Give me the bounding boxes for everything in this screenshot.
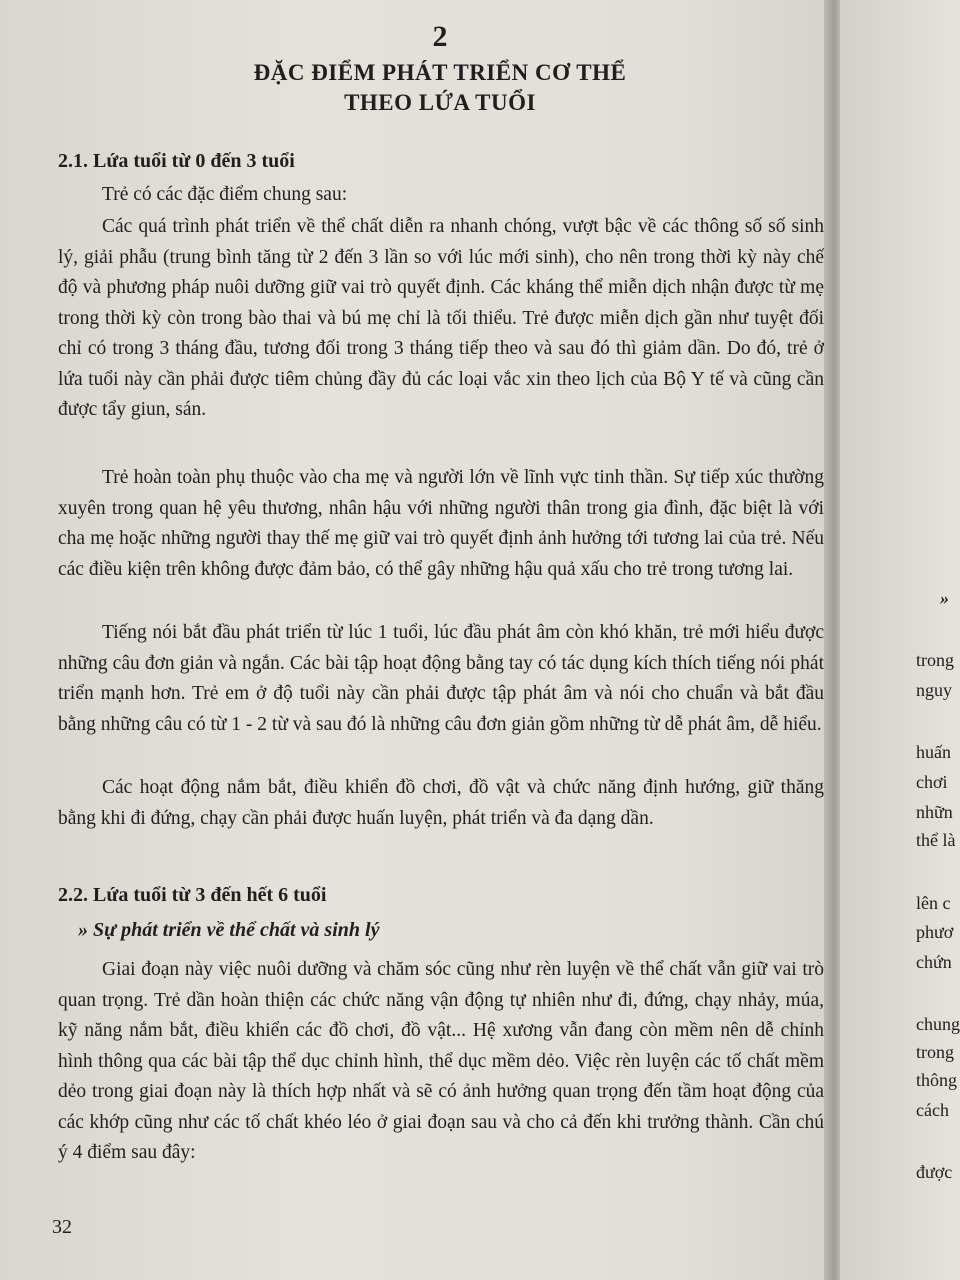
facing-page-fragment: phươ: [916, 922, 954, 942]
paragraph-motor-activities: [58, 773, 824, 834]
section-heading-2-1: 2.1. Lứa tuổi từ 0 đến 3 tuổi: [58, 150, 295, 172]
facing-page-fragment: nguy: [916, 680, 952, 700]
facing-page-edge: [840, 0, 960, 1280]
facing-page-fragment: trong: [916, 1042, 954, 1062]
facing-page-fragment: cách: [916, 1100, 949, 1120]
page-number: 32: [52, 1216, 72, 1238]
paragraph-text: Tiếng nói bắt đầu phát triển từ lúc 1 tuổi, lúc đầu phát âm còn khó khăn, trẻ mới hiểu được những câu đơn giản và ngắn. Các bài tập hoạt động bằng tay có tác dụng kích thích tiếng nói phát triển mạnh hơn. Trẻ em ở độ tuổi này cần phải được tập phát âm và nói cho chuẩn và bắt đầu bằng những câu có từ 1 - 2 từ và sau đó là những câu đơn giản gồm những từ dễ phát âm, dễ hiểu.: [58, 622, 824, 735]
paragraph-physical-physiological: [58, 955, 824, 1169]
paragraph-text: Trẻ hoàn toàn phụ thuộc vào cha mẹ và người lớn về lĩnh vực tinh thần. Sự tiếp xúc thường xuyên trong quan hệ yêu thương, nhân hậu với những người thân trong gia đình, đặc biệt là với cha mẹ hoặc những người thay thế mẹ giữ vai trò quyết định ảnh hưởng tới tương lai của trẻ. Nếu các điều kiện trên không được đảm bảo, có thể gây những hậu quả xấu cho trẻ trong tương lai.: [58, 467, 824, 580]
subsection-heading: » Sự phát triển về thể chất và sinh lý: [78, 919, 380, 941]
facing-page-arrow: »: [940, 588, 949, 608]
facing-page-fragment: nhữn: [916, 802, 953, 822]
paragraph-physical-development: [58, 212, 824, 426]
facing-page-fragment: lên c: [916, 893, 951, 913]
paragraph-text: Giai đoạn này việc nuôi dưỡng và chăm sóc cũng như rèn luyện về thể chất vẫn giữ vai trò quan trọng. Trẻ dần hoàn thiện các chức năng vận động tự nhiên như đi, đứng, chạy nhảy, múa, kỹ năng nắm bắt, điều khiển các đồ chơi, đồ vật... Hệ xương vẫn đang còn mềm nên dễ chỉnh hình thông qua các bài tập thể dục chỉnh hình, thể dục mềm dẻo. Việc rèn luyện các tố chất mềm dẻo trong giai đoạn này là thích hợp nhất và sẽ có ảnh hưởng quan trọng đến tầm hoạt động của các khớp cũng như các tố chất khéo léo ở giai đoạn sau và cho cả đến khi trưởng thành. Cần chú ý 4 điểm sau đây:: [58, 959, 824, 1163]
facing-page-fragment: chung: [916, 1014, 960, 1034]
paragraph-text: Các hoạt động nắm bắt, điều khiển đồ chơi, đồ vật và chức năng định hướng, giữ thăng bằng khi đi đứng, chạy cần phải được huấn luyện, phát triển và đa dạng dần.: [58, 777, 824, 829]
facing-page-fragment: thông: [916, 1070, 958, 1090]
facing-page-fragment: được: [916, 1162, 953, 1182]
chapter-title: [0, 58, 828, 118]
facing-page-fragment: huấn: [916, 742, 951, 762]
section-heading-2-2: 2.2. Lứa tuổi từ 3 đến hết 6 tuổi: [58, 884, 327, 906]
facing-page-fragment: chơi: [916, 772, 948, 792]
section-intro-text: Trẻ có các đặc điểm chung sau:: [102, 184, 348, 205]
chapter-number: 2: [432, 20, 448, 53]
paragraph-mental-dependence: [58, 463, 824, 585]
facing-page-fragment: trong: [916, 650, 954, 670]
chapter-title-line-1: ĐẶC ĐIỂM PHÁT TRIỂN CƠ THỂ: [253, 60, 627, 85]
facing-page-fragment: chứn: [916, 952, 952, 972]
facing-page-fragment: thể là: [916, 830, 956, 850]
paragraph-text: Các quá trình phát triển về thể chất diễn ra nhanh chóng, vượt bậc về các thông số số sinh lý, giải phẫu (trung bình tăng từ 2 đến 3 lần so với lúc mới sinh), cho nên trong thời kỳ này chế độ và phương pháp nuôi dưỡng giữ vai trò quyết định. Các kháng thể miễn dịch nhận được từ mẹ trong thời kỳ còn trong bào thai và bú mẹ chỉ là tối thiểu. Trẻ được miễn dịch gần như tuyệt đối chỉ có trong 3 tháng đầu, tương đối trong 3 tháng tiếp theo và sau đó thì giảm dần. Do đó, trẻ ở lứa tuổi này cần phải được tiêm chủng đầy đủ các loại vắc xin theo lịch của Bộ Y tế và cũng cần được tẩy giun, sán.: [58, 216, 824, 420]
section-intro: [58, 180, 824, 211]
paragraph-speech: [58, 618, 824, 740]
chapter-title-line-2: THEO LỨA TUỔI: [344, 90, 536, 115]
